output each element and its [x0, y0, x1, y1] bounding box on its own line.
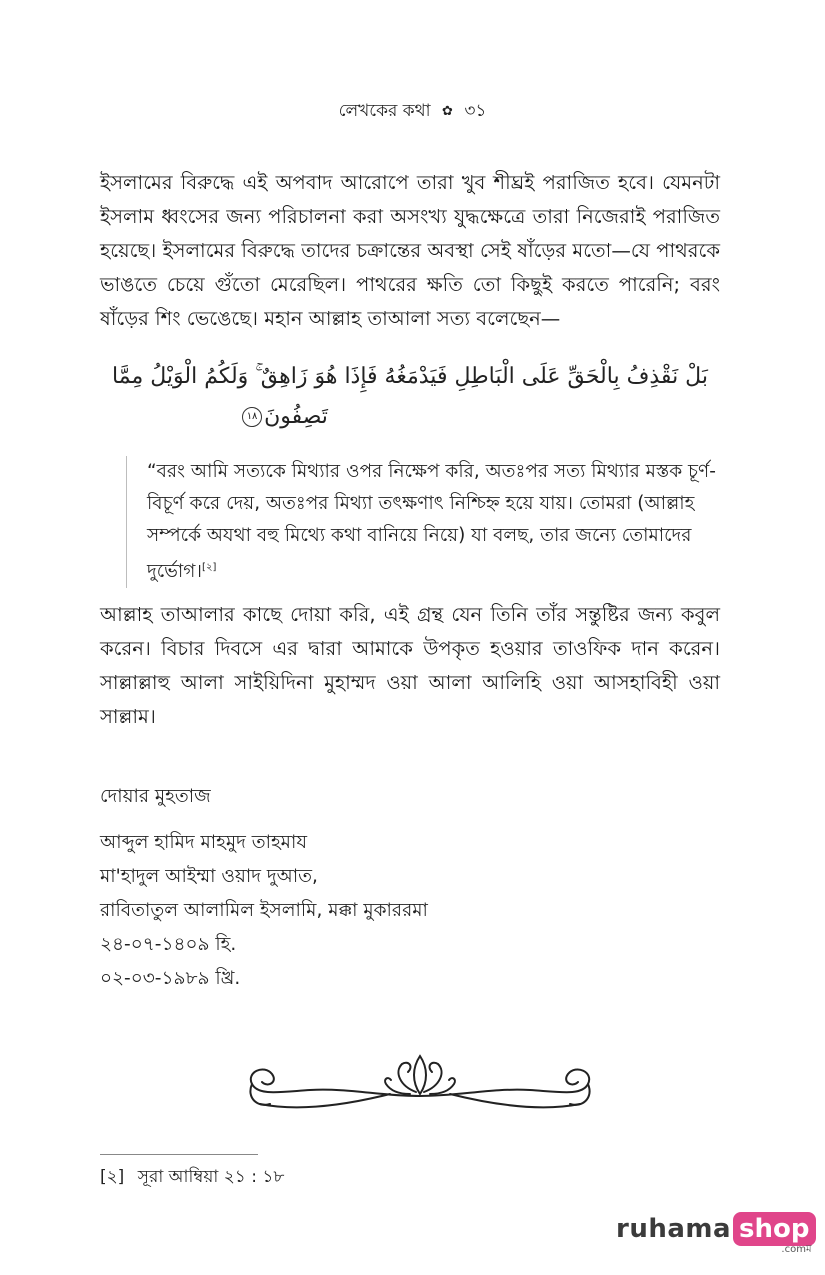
flower-separator-icon: ✿: [442, 103, 453, 119]
ayah-number-icon: ١٨: [242, 407, 262, 427]
arabic-verse-end: تَصِفُونَ: [264, 404, 328, 429]
footnote-reference[interactable]: [২]: [202, 562, 217, 573]
logo-text-shop: shop: [733, 1212, 815, 1246]
signature-block: [100, 826, 428, 996]
footnote: [100, 1164, 284, 1192]
page-number: ৩১: [464, 101, 487, 121]
arabic-verse-line-1: بَلْ نَقْذِفُ بِالْحَقِّ عَلَى الْبَاطِلِ فَيَدْمَغُهُ فَإِذَا هُوَ زَاهِقٌ ۚ وَلَكُمُ الْوَيْلُ مِمَّا: [112, 364, 708, 389]
ruhamashop-logo[interactable]: [616, 1212, 816, 1255]
paragraph-intro: ইসলামের বিরুদ্ধে এই অপবাদ আরোপে তারা খুব শীঘ্রই পরাজিত হবে। যেমনটা ইসলাম ধ্বংসের জন্য পরিচালনা করা অসংখ্য যুদ্ধক্ষেত্রে তারা নিজেরাই পরাজিত হয়েছে। ইসলামের বিরুদ্ধে তাদের চক্রান্তের অবস্থা সেই ষাঁড়ের মতো—যে পাথরকে ভাঙতে চেয়ে গুঁতো মেরেছিল। পাথরের ক্ষতি তো কিছুই করতে পারেনি; বরং ষাঁড়ের শিং ভেঙেছে। মহান আল্লাহ তাআলা সত্য বলেছেন—: [100, 171, 720, 330]
header-title: লেখকের কথা: [338, 101, 431, 121]
author-organization: রাবিতাতুল আলামিল ইসলামি, মক্কা মুকাররমা: [100, 900, 428, 921]
signature-greeting: দোয়ার মুহতাজ: [100, 786, 211, 807]
logo-text-ruhama: ruhama: [616, 1214, 732, 1244]
hijri-date: ২৪-০৭-১৪০৯ হি.: [100, 934, 237, 955]
gregorian-date: ০২-০৩-১৯৮৯ খ্রি.: [100, 968, 241, 989]
translation-text: “বরং আমি সত্যকে মিথ্যার ওপর নিক্ষেপ করি, অতঃপর সত্য মিথ্যার মস্তক চূর্ণ-বিচূর্ণ করে দেয়, অতঃপর মিথ্যা তৎক্ষণাৎ নিশ্চিহ্ন হয়ে যায়। তোমরা (আল্লাহ সম্পর্কে অযথা বহু মিথ্যে কথা বানিয়ে নিয়ে) যা বলছ, তার জন্যে তোমাদের দুর্ভোগ।: [147, 461, 716, 583]
footnote-text: সূরা আম্বিয়া ২১ : ১৮: [137, 1167, 285, 1187]
footnote-number: [২]: [100, 1167, 125, 1187]
decorative-ornament-icon: [240, 1046, 600, 1116]
logo-domain-suffix: .comম: [781, 1244, 812, 1255]
arabic-verse-line-2: [100, 394, 720, 440]
author-institute: মা'হাদুল আইম্মা ওয়াদ দুআত,: [100, 866, 318, 887]
footnote-divider: [100, 1154, 258, 1155]
running-header: [0, 98, 825, 126]
paragraph-prayer: আল্লাহ তাআলার কাছে দোয়া করি, এই গ্রন্থ যেন তিনি তাঁর সন্তুষ্টির জন্য কবুল করেন। বিচার দিবসে এর দ্বারা আমাকে উপকৃত হওয়ার তাওফিক দান করেন। সাল্লাল্লাহু আলা সাইয়িদিনা মুহাম্মদ ওয়া আলা আলিহি ওয়া আসহাবিহী ওয়া সাল্লাম।: [100, 603, 720, 728]
translation-blockquote: [126, 456, 727, 588]
author-name: আব্দুল হামিদ মাহমুদ তাহমায: [100, 832, 307, 853]
